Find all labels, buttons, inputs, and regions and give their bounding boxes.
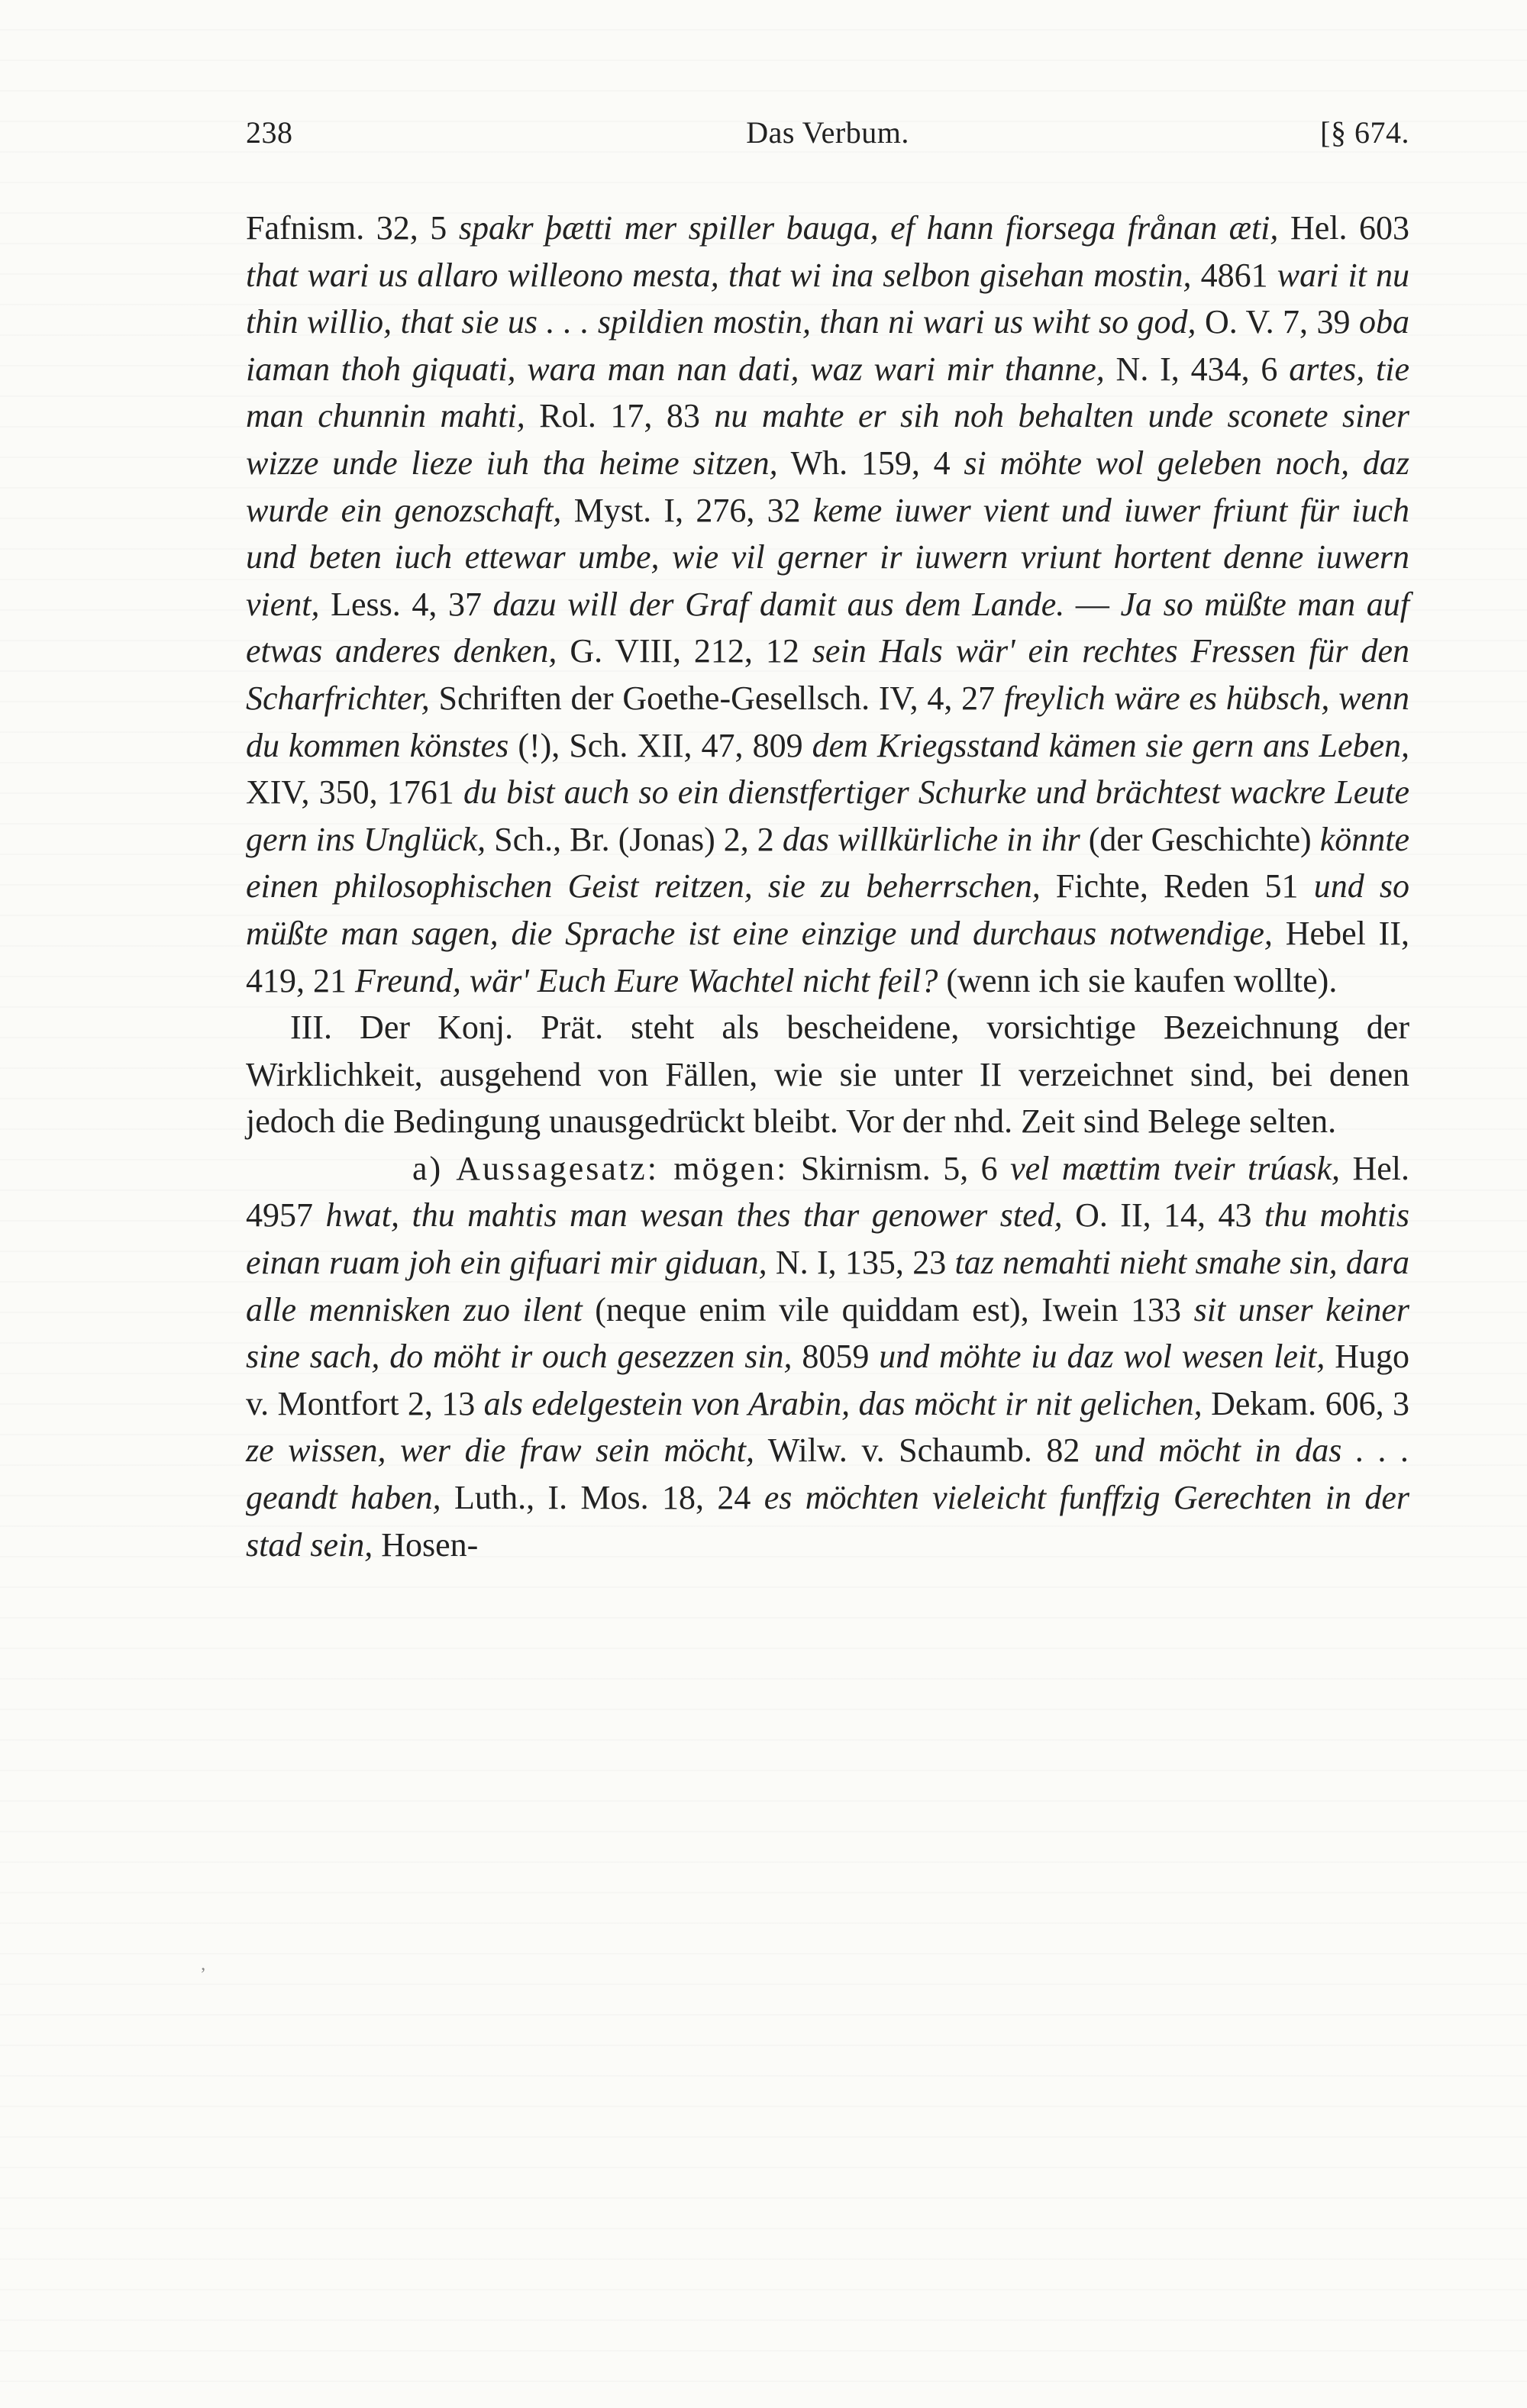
quotation-text: thu mohtis einan ruam joh ein gifuari mir giduan, <box>246 1196 1409 1282</box>
citation-text: G. VIII, 212, 12 <box>557 632 812 670</box>
margin-mark: ‚ <box>200 1954 206 1974</box>
quotation-text: es möchten vieleicht funffzig Gerechten in der stad sein, <box>246 1479 1409 1564</box>
quotation-text: wari it nu thin willio, that sie us . . . spildien mostin, than ni wari us wiht so god, <box>246 256 1410 341</box>
running-header <box>246 115 1409 160</box>
paragraph-aussagesatz <box>246 1145 1409 1568</box>
citation-text: Myst. I, 276, 32 <box>561 491 813 529</box>
quotation-text: artes, tie man chunnin mahti, <box>246 350 1410 435</box>
quotation-text: keme iuwer vient und iuwer friunt für iuch und beten iuch ettewar umbe, wie vil gerner ir iuwern vriunt hortent denne iuwern vient, <box>246 491 1410 623</box>
citation-text: (neque enim vile quiddam est), Iwein 133 <box>582 1290 1194 1328</box>
citation-text: XIV, 350, 1761 <box>246 773 463 812</box>
quotation-text: Ja so müßte man auf etwas anderes denken, <box>246 585 1410 670</box>
citation-text: Luth., I. Mos. 18, 24 <box>441 1479 764 1517</box>
citation-text: Wh. 159, 4 <box>777 444 964 482</box>
quotation-text: das willkürliche in ihr <box>782 820 1080 858</box>
body-text <box>246 205 1409 1568</box>
citation-text: N. I, 434, 6 <box>1104 350 1290 388</box>
citation-text: Hel. 603 <box>1278 209 1409 247</box>
quotation-text: ze wissen, wer die fraw sein möcht, <box>246 1432 755 1470</box>
citation-text: — <box>1064 585 1121 623</box>
citation-text: 8059 <box>792 1338 880 1376</box>
quotation-text: vel mættim tveir trúask, <box>1010 1149 1341 1187</box>
quotation-text: si möhte wol geleben noch, daz wurde ein genozschaft, <box>246 444 1410 529</box>
citation-text: Skirnism. 5, 6 <box>788 1149 1011 1187</box>
citation-text: N. I, 135, 23 <box>767 1244 955 1282</box>
citation-text: III. Der Konj. Prät. steht als bescheidene, vorsichtige Bezeichnung der Wirklichkeit, ausgehend von Fällen, wie sie unter II verzeichnet sind, bei denen jedoch die Bedingung unausgedrückt bleibt. Vor der nhd. Zeit sind Belege selten. <box>246 1009 1409 1141</box>
citation-text: Less. 4, 37 <box>319 585 493 623</box>
quotation-text: als edelgestein von Arabin, das möcht ir nit gelichen, <box>483 1384 1203 1422</box>
citation-text: Hebel II, 419, 21 <box>246 914 1409 999</box>
quotation-text: dem Kriegsstand kämen sie gern ans Leben, <box>812 726 1410 764</box>
paragraph-examples <box>246 205 1409 1004</box>
section-reference: [§ 674. <box>1320 115 1409 150</box>
quotation-text: hwat, thu mahtis man wesan thes thar genower sted, <box>325 1196 1063 1235</box>
quotation-text: freylich wäre es hübsch, wenn du kommen könstes <box>246 679 1409 764</box>
citation-text: 4861 <box>1191 256 1277 294</box>
citation-text: (der Geschichte) <box>1080 820 1320 858</box>
citation-text: (!), Sch. XII, 47, 809 <box>508 726 812 764</box>
running-title: Das Verbum. <box>746 115 909 150</box>
citation-text: Dekam. 606, 3 <box>1202 1384 1409 1422</box>
citation-text: Fichte, Reden 51 <box>1040 867 1314 905</box>
page-number: 238 <box>246 115 293 150</box>
citation-text: Hugo v. Montfort 2, 13 <box>246 1338 1410 1422</box>
citation-text: a) Aussagesatz: mögen: <box>412 1149 789 1187</box>
quotation-text: spakr þætti mer spiller bauga, ef hann fiorsega frånan æti, <box>458 209 1279 247</box>
quotation-text: und möhte iu daz wol wesen leit, <box>879 1338 1325 1376</box>
citation-text: Sch., Br. (Jonas) 2, 2 <box>486 820 783 858</box>
book-page <box>246 115 1409 1568</box>
citation-text: Rol. 17, 83 <box>525 397 715 435</box>
paragraph-section-iii <box>246 1004 1409 1145</box>
citation-text: Schriften der Goethe-Gesellsch. IV, 4, 27 <box>429 679 1004 717</box>
citation-text: O. V. 7, 39 <box>1196 303 1359 341</box>
quotation-text: und so müßte man sagen, die Sprache ist eine einzige und durchaus notwendige, <box>246 867 1409 952</box>
quotation-text: Freund, wär' Euch Eure Wachtel nicht feil? <box>355 961 938 999</box>
quotation-text: oba iaman thoh giquati, wara man nan dati, waz wari mir thanne, <box>246 303 1409 388</box>
quotation-text: dazu will der Graf damit aus dem Lande. <box>492 585 1065 623</box>
citation-text: Wilw. v. Schaumb. 82 <box>754 1432 1094 1470</box>
quotation-text: sit unser keiner sine sach, do möht ir ouch gesezzen sin, <box>246 1290 1410 1376</box>
quotation-text: taz nemahti nieht smahe sin, dara alle mennisken zuo ilent <box>246 1244 1409 1328</box>
quotation-text: könnte einen philosophischen Geist reitzen, sie zu beherrschen, <box>246 820 1410 905</box>
citation-text: Hosen- <box>373 1525 479 1564</box>
quotation-text: und möcht in das . . . geandt haben, <box>246 1432 1409 1517</box>
quotation-text: that wari us allaro willeono mesta, that wi ina selbon gisehan mostin, <box>246 256 1192 294</box>
citation-text: (wenn ich sie kaufen wollte). <box>938 961 1338 999</box>
quotation-text: sein Hals wär' ein rechtes Fressen für den Scharfrichter, <box>246 632 1410 717</box>
citation-text: O. II, 14, 43 <box>1062 1196 1264 1235</box>
citation-text: Fafnism. 32, 5 <box>246 209 459 247</box>
citation-text: Hel. 4957 <box>246 1149 1410 1235</box>
quotation-text: du bist auch so ein dienstfertiger Schurke und brächtest wackre Leute gern ins Unglück, <box>246 773 1410 858</box>
quotation-text: nu mahte er sih noh behalten unde sconete siner wizze unde lieze iuh tha heime sitzen, <box>246 397 1409 482</box>
